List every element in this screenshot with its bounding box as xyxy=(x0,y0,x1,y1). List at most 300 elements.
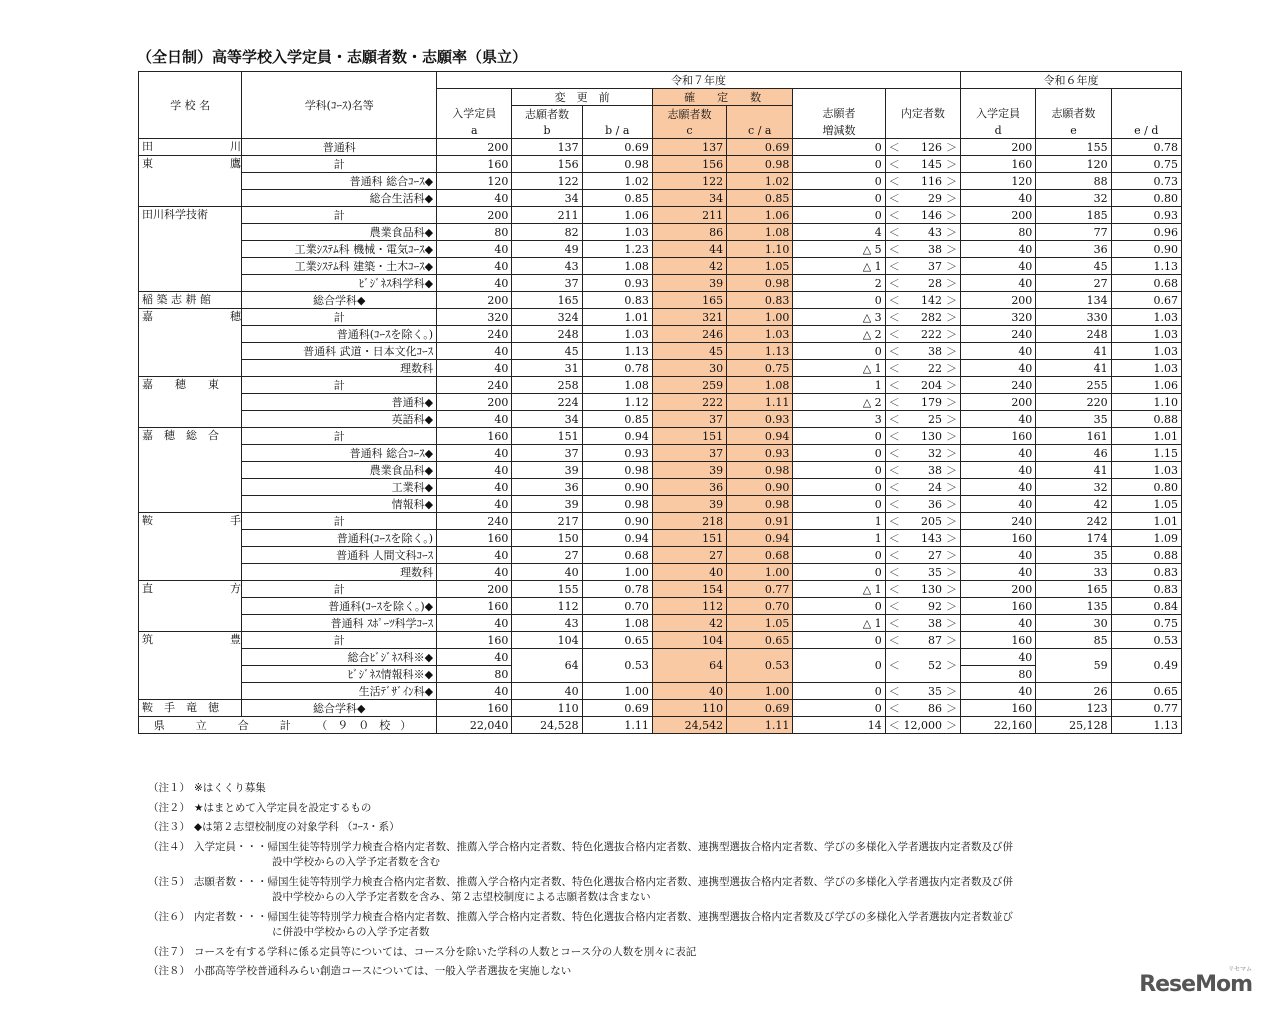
diff-count: 2 xyxy=(793,275,885,292)
applicants-e: 46 xyxy=(1036,445,1111,462)
bracket-close: ＞ xyxy=(946,259,958,273)
ratio-ed: 1.15 xyxy=(1111,445,1181,462)
nai-count xyxy=(885,343,960,360)
bracket-close: ＞ xyxy=(946,659,958,672)
note-item xyxy=(148,801,1013,817)
diff-count: 1 xyxy=(793,377,885,394)
dept-name: 計 xyxy=(242,309,437,326)
applicants-b: 40 xyxy=(512,683,582,700)
applicants-b: 34 xyxy=(512,411,582,428)
note-label: （注４） xyxy=(148,840,190,853)
school-name: 鞍 手 竜 徳 xyxy=(139,700,242,717)
nai-count xyxy=(885,649,960,683)
applicants-b: 39 xyxy=(512,462,582,479)
ratio-ba: 0.94 xyxy=(582,530,652,547)
bracket-close: ＞ xyxy=(946,497,958,511)
capacity-d: 200 xyxy=(961,394,1036,411)
capacity-d: 40 xyxy=(961,496,1036,513)
ratio-ba: 1.02 xyxy=(582,173,652,190)
capacity-d: 40 xyxy=(961,360,1036,377)
ratio-ca: 1.03 xyxy=(727,326,793,343)
table-row xyxy=(139,292,1182,309)
diff-count: 0 xyxy=(793,428,885,445)
diff-count: △ 1 xyxy=(793,258,885,275)
ratio-ca: 0.94 xyxy=(727,530,793,547)
diff-count: △ 2 xyxy=(793,326,885,343)
ratio-ba: 0.90 xyxy=(582,479,652,496)
ratio-ba: 0.90 xyxy=(582,513,652,530)
ratio-ed: 0.88 xyxy=(1111,547,1181,564)
total-row xyxy=(139,717,1182,734)
nai-value: 29 xyxy=(928,191,943,205)
bracket-close: ＞ xyxy=(946,344,958,358)
table-row xyxy=(139,700,1182,717)
diff-count: △ 2 xyxy=(793,394,885,411)
dept-name: 英語科◆ xyxy=(242,411,437,428)
ratio-ca: 1.10 xyxy=(727,241,793,258)
nai-count xyxy=(885,632,960,649)
table-row xyxy=(139,598,1182,615)
school-name: 鞍 手 xyxy=(139,513,242,581)
applicants-c: 122 xyxy=(652,173,726,190)
dept-name: 普通科 武道・日本文化ｺｰｽ xyxy=(242,343,437,360)
table-row xyxy=(139,224,1182,241)
ratio-ca: 0.94 xyxy=(727,428,793,445)
capacity-d: 120 xyxy=(961,173,1036,190)
bracket-open: ＜ xyxy=(888,701,900,715)
table-row xyxy=(139,632,1182,649)
table-row xyxy=(139,173,1182,190)
dept-name: ﾋﾞｼﾞﾈｽ科学科◆ xyxy=(242,275,437,292)
applicants-b: 248 xyxy=(512,326,582,343)
ratio-ba: 1.12 xyxy=(582,394,652,411)
capacity-a: 40 xyxy=(437,343,512,360)
applicants-c: 24,542 xyxy=(652,717,726,734)
capacity-a: 160 xyxy=(437,428,512,445)
ratio-ed: 0.83 xyxy=(1111,564,1181,581)
capacity-a: 40 xyxy=(437,411,512,428)
bracket-open: ＜ xyxy=(888,191,900,205)
table-row xyxy=(139,156,1182,173)
ratio-ed: 1.03 xyxy=(1111,343,1181,360)
diff-count: 0 xyxy=(793,649,885,683)
dept-name: 農業食品科◆ xyxy=(242,462,437,479)
diff-count: △ 1 xyxy=(793,615,885,632)
bracket-open: ＜ xyxy=(888,293,900,307)
table-row xyxy=(139,445,1182,462)
applicants-b: 39 xyxy=(512,496,582,513)
capacity-d: 22,160 xyxy=(961,717,1036,734)
capacity-a: 200 xyxy=(437,139,512,156)
ratio-ed: 0.90 xyxy=(1111,241,1181,258)
ratio-ba: 0.85 xyxy=(582,411,652,428)
applicants-b: 211 xyxy=(512,207,582,224)
ratio-ed: 1.03 xyxy=(1111,326,1181,343)
bracket-open: ＜ xyxy=(888,378,900,392)
ratio-ed: 0.49 xyxy=(1111,649,1181,683)
table-row xyxy=(139,360,1182,377)
dept-name: 計 xyxy=(242,581,437,598)
ratio-ed: 0.80 xyxy=(1111,479,1181,496)
ratio-ca: 0.98 xyxy=(727,156,793,173)
capacity-a: 160 xyxy=(437,156,512,173)
applicants-e: 161 xyxy=(1036,428,1111,445)
nai-value: 86 xyxy=(928,701,943,715)
dept-name: 総合学科◆ xyxy=(242,700,437,717)
applicants-e: 134 xyxy=(1036,292,1111,309)
applicants-b: 258 xyxy=(512,377,582,394)
dept-name: 普通科◆ xyxy=(242,394,437,411)
capacity-d: 80 xyxy=(961,224,1036,241)
ratio-ed: 0.96 xyxy=(1111,224,1181,241)
table-row xyxy=(139,394,1182,411)
applicants-e: 135 xyxy=(1036,598,1111,615)
capacity-d: 40 xyxy=(961,649,1036,666)
applicants-b: 27 xyxy=(512,547,582,564)
nai-value: 142 xyxy=(921,293,943,307)
applicants-b: 64 xyxy=(512,649,582,683)
ratio-ba: 0.78 xyxy=(582,360,652,377)
nai-count xyxy=(885,547,960,564)
capacity-a: 80 xyxy=(437,224,512,241)
dept-name: 理数科 xyxy=(242,564,437,581)
applicants-e: 41 xyxy=(1036,343,1111,360)
bracket-close: ＞ xyxy=(946,616,958,630)
applicants-c: 40 xyxy=(652,564,726,581)
diff-count: 0 xyxy=(793,479,885,496)
table-row xyxy=(139,258,1182,275)
nai-value: 222 xyxy=(921,327,943,341)
resemom-logo xyxy=(1139,966,1252,997)
e-label: e xyxy=(1036,122,1111,139)
applicants-e: 120 xyxy=(1036,156,1111,173)
capacity-d: 40 xyxy=(961,343,1036,360)
capacity-d-header: 入学定員 xyxy=(961,106,1036,123)
ratio-ca: 1.11 xyxy=(727,717,793,734)
applicants-c: 151 xyxy=(652,428,726,445)
applicants-e: 330 xyxy=(1036,309,1111,326)
diff-count: 0 xyxy=(793,547,885,564)
ratio-ca: 1.08 xyxy=(727,377,793,394)
nai-count xyxy=(885,581,960,598)
ratio-ba: 0.78 xyxy=(582,581,652,598)
nai-value: 204 xyxy=(921,378,943,392)
applicants-e: 248 xyxy=(1036,326,1111,343)
diff-count: 0 xyxy=(793,207,885,224)
note-item xyxy=(148,840,1013,871)
applicants-e: 165 xyxy=(1036,581,1111,598)
ratio-ed: 0.84 xyxy=(1111,598,1181,615)
applicants-c: 42 xyxy=(652,258,726,275)
ratio-ca: 0.69 xyxy=(727,700,793,717)
school-name: 嘉 穂 xyxy=(139,309,242,377)
bracket-open: ＜ xyxy=(888,616,900,630)
ratio-ed: 0.88 xyxy=(1111,411,1181,428)
bracket-open: ＜ xyxy=(888,174,900,188)
note-label: （注７） xyxy=(148,945,190,958)
note-label: （注１） xyxy=(148,782,190,794)
bracket-close: ＞ xyxy=(946,701,958,715)
capacity-d: 40 xyxy=(961,190,1036,207)
diff-count: 0 xyxy=(793,683,885,700)
ratio-ed: 0.75 xyxy=(1111,156,1181,173)
applicants-b: 37 xyxy=(512,275,582,292)
applicants-b: 49 xyxy=(512,241,582,258)
capacity-d: 40 xyxy=(961,683,1036,700)
nai-value: 38 xyxy=(928,616,943,630)
r7-header: 令和７年度 xyxy=(437,72,961,89)
nai-count xyxy=(885,513,960,530)
capacity-a: 240 xyxy=(437,326,512,343)
applicants-e: 242 xyxy=(1036,513,1111,530)
dept-name: 計 xyxy=(242,207,437,224)
bracket-open: ＜ xyxy=(888,531,900,545)
bracket-open: ＜ xyxy=(888,412,900,426)
ratio-ed: 0.73 xyxy=(1111,173,1181,190)
table-row xyxy=(139,547,1182,564)
ratio-ed: 0.80 xyxy=(1111,190,1181,207)
applicants-e: 174 xyxy=(1036,530,1111,547)
applicants-e: 32 xyxy=(1036,479,1111,496)
ratio-ba: 1.08 xyxy=(582,377,652,394)
nai-count xyxy=(885,445,960,462)
ratio-ba: 0.69 xyxy=(582,700,652,717)
nai-value: 282 xyxy=(921,310,943,324)
capacity-a: 40 xyxy=(437,479,512,496)
ratio-ed: 0.65 xyxy=(1111,683,1181,700)
note-text: コースを有する学科に係る定員等については、コース分を除いた学科の人数とコース分の人数を別々に表記 xyxy=(194,945,697,958)
nai-count xyxy=(885,428,960,445)
applicants-e: 41 xyxy=(1036,462,1111,479)
applicants-e: 41 xyxy=(1036,360,1111,377)
nai-value: 27 xyxy=(928,548,943,562)
bracket-open: ＜ xyxy=(888,718,900,732)
applicants-b: 31 xyxy=(512,360,582,377)
ratio-ed: 1.03 xyxy=(1111,462,1181,479)
bracket-open: ＜ xyxy=(888,208,900,222)
ratio-ca: 0.77 xyxy=(727,581,793,598)
capacity-d: 240 xyxy=(961,326,1036,343)
ratio-ba: 0.93 xyxy=(582,445,652,462)
bracket-open: ＜ xyxy=(888,259,900,273)
applicants-b: 43 xyxy=(512,258,582,275)
ratio-ed: 0.67 xyxy=(1111,292,1181,309)
applicants-b: 24,528 xyxy=(512,717,582,734)
ratio-ed: 0.78 xyxy=(1111,139,1181,156)
table-row xyxy=(139,649,1182,666)
ratio-ca: 1.08 xyxy=(727,224,793,241)
diff-header: 志願者 xyxy=(793,106,885,123)
note-continuation: 設中学校からの入学予定者数を含み、第２志望校制度による志願者数は含まない xyxy=(272,891,651,903)
applicants-e: 85 xyxy=(1036,632,1111,649)
diff-count: 0 xyxy=(793,700,885,717)
bracket-close: ＞ xyxy=(946,412,958,426)
nai-value: 130 xyxy=(921,582,943,596)
ratio-ed: 0.93 xyxy=(1111,207,1181,224)
table-row xyxy=(139,139,1182,156)
capacity-a: 160 xyxy=(437,632,512,649)
capacity-d: 40 xyxy=(961,445,1036,462)
applicants-b: 104 xyxy=(512,632,582,649)
applicants-e: 42 xyxy=(1036,496,1111,513)
note-item xyxy=(148,910,1013,941)
ratio-ed: 1.09 xyxy=(1111,530,1181,547)
applicants-e: 35 xyxy=(1036,547,1111,564)
school-name: 筑 豊 xyxy=(139,632,242,700)
nai-count xyxy=(885,394,960,411)
dept-name: 理数科 xyxy=(242,360,437,377)
capacity-d: 160 xyxy=(961,428,1036,445)
nai-value: 28 xyxy=(928,276,943,290)
note-continuation: 設中学校からの入学予定者数を含む xyxy=(272,856,440,868)
bracket-open: ＜ xyxy=(888,684,900,698)
bracket-open: ＜ xyxy=(888,565,900,579)
applicants-c: 104 xyxy=(652,632,726,649)
note-item xyxy=(148,964,1013,980)
applicants-b: 324 xyxy=(512,309,582,326)
nai-value: 130 xyxy=(921,429,943,443)
ba-label: b / a xyxy=(582,122,652,139)
capacity-d: 160 xyxy=(961,156,1036,173)
applicants-e: 77 xyxy=(1036,224,1111,241)
nai-count xyxy=(885,309,960,326)
applicants-b: 37 xyxy=(512,445,582,462)
ratio-ba: 0.98 xyxy=(582,496,652,513)
ratio-ca: 0.70 xyxy=(727,598,793,615)
nai-value: 146 xyxy=(921,208,943,222)
ratio-ed: 0.77 xyxy=(1111,700,1181,717)
capacity-a: 200 xyxy=(437,581,512,598)
ratio-ca: 0.98 xyxy=(727,462,793,479)
diff-count: △ 1 xyxy=(793,581,885,598)
ratio-ca: 0.65 xyxy=(727,632,793,649)
applicants-b: 165 xyxy=(512,292,582,309)
nai-count xyxy=(885,496,960,513)
applicants-b: 43 xyxy=(512,615,582,632)
dept-name: 普通科 ｽﾎﾟｰﾂ科学ｺｰｽ xyxy=(242,615,437,632)
ratio-ca: 1.02 xyxy=(727,173,793,190)
applicants-c-header: 志願者数 xyxy=(652,106,726,123)
dept-name: 農業食品科◆ xyxy=(242,224,437,241)
capacity-d: 240 xyxy=(961,377,1036,394)
applicants-b: 150 xyxy=(512,530,582,547)
note-label: （注３） xyxy=(148,821,190,833)
ed-label: e / d xyxy=(1111,122,1181,139)
applicants-c: 40 xyxy=(652,683,726,700)
note-text: 小郡高等学校普通科みらい創造コースについては、一般入学者選抜を実施しない xyxy=(194,965,572,977)
bracket-close: ＞ xyxy=(946,514,958,528)
applicants-e: 27 xyxy=(1036,275,1111,292)
capacity-a: 40 xyxy=(437,258,512,275)
bracket-open: ＜ xyxy=(888,514,900,528)
note-item xyxy=(148,945,1013,961)
capacity-d: 40 xyxy=(961,462,1036,479)
applicants-c: 86 xyxy=(652,224,726,241)
note-label: （注５） xyxy=(148,875,190,888)
table-row xyxy=(139,513,1182,530)
diff-count: 1 xyxy=(793,513,885,530)
bracket-close: ＞ xyxy=(946,361,958,375)
applicants-b: 137 xyxy=(512,139,582,156)
bracket-close: ＞ xyxy=(946,429,958,443)
bracket-open: ＜ xyxy=(888,344,900,358)
capacity-d: 320 xyxy=(961,309,1036,326)
nai-count xyxy=(885,275,960,292)
applicants-e: 88 xyxy=(1036,173,1111,190)
dept-name: 普通科 人間文科ｺｰｽ xyxy=(242,547,437,564)
bracket-close: ＞ xyxy=(946,599,958,613)
dept-name: 普通科 総合ｺｰｽ◆ xyxy=(242,445,437,462)
logo-sub: リセマム xyxy=(1228,966,1252,973)
bracket-open: ＜ xyxy=(888,429,900,443)
logo-text: ReseMom xyxy=(1139,972,1252,997)
dept-name: 生活ﾃﾞｻﾞｲﾝ科◆ xyxy=(242,683,437,700)
bracket-open: ＜ xyxy=(888,480,900,494)
nai-value: 92 xyxy=(928,599,943,613)
nai-value: 38 xyxy=(928,344,943,358)
ratio-ed: 0.53 xyxy=(1111,632,1181,649)
bracket-close: ＞ xyxy=(946,565,958,579)
a-label: a xyxy=(437,122,512,139)
capacity-a: 240 xyxy=(437,513,512,530)
diff-count: 0 xyxy=(793,343,885,360)
nai-count xyxy=(885,241,960,258)
bracket-close: ＞ xyxy=(946,531,958,545)
dept-name: 計 xyxy=(242,428,437,445)
capacity-a: 40 xyxy=(437,564,512,581)
diff-count: 0 xyxy=(793,173,885,190)
applicants-b: 112 xyxy=(512,598,582,615)
dept-name: 工業ｼｽﾃﾑ科 機械・電気ｺｰｽ◆ xyxy=(242,241,437,258)
applicants-e: 45 xyxy=(1036,258,1111,275)
c-label: c xyxy=(652,122,726,139)
d-label: d xyxy=(961,122,1036,139)
nai-count xyxy=(885,411,960,428)
ratio-ca: 0.68 xyxy=(727,547,793,564)
diff-count: △ 1 xyxy=(793,360,885,377)
capacity-a: 40 xyxy=(437,360,512,377)
dept-name: 総合ﾋﾞｼﾞﾈｽ科※◆ xyxy=(242,649,437,666)
bracket-close: ＞ xyxy=(946,174,958,188)
ratio-ba: 1.06 xyxy=(582,207,652,224)
bracket-close: ＞ xyxy=(946,276,958,290)
nai-value: 38 xyxy=(928,463,943,477)
note-label: （注８） xyxy=(148,965,190,977)
bracket-open: ＜ xyxy=(888,395,900,409)
applicants-e: 36 xyxy=(1036,241,1111,258)
capacity-d: 160 xyxy=(961,700,1036,717)
bracket-close: ＞ xyxy=(946,225,958,239)
applicants-c: 259 xyxy=(652,377,726,394)
ratio-ba: 0.69 xyxy=(582,139,652,156)
capacity-d: 40 xyxy=(961,615,1036,632)
ratio-ca: 1.05 xyxy=(727,258,793,275)
diff-count: 0 xyxy=(793,445,885,462)
school-name: 田川科学技術 xyxy=(139,207,242,292)
nai-value: 143 xyxy=(921,531,943,545)
table-row xyxy=(139,190,1182,207)
ratio-ba: 1.01 xyxy=(582,309,652,326)
note-text: 志願者数・・・帰国生徒等特別学力検査合格内定者数、推薦入学合格内定者数、特色化選抜合格内定者数、連携型選抜合格内定者数、学びの多様化入学者選抜内定者数及び併 xyxy=(194,875,1013,888)
dept-name: ﾋﾞｼﾞﾈｽ情報科※◆ xyxy=(242,666,437,683)
nai-value: 38 xyxy=(928,242,943,256)
nai-value: 32 xyxy=(928,446,943,460)
ratio-ca: 1.06 xyxy=(727,207,793,224)
bracket-close: ＞ xyxy=(946,633,958,647)
applicants-e: 185 xyxy=(1036,207,1111,224)
applicants-e: 33 xyxy=(1036,564,1111,581)
ratio-ba: 1.03 xyxy=(582,224,652,241)
